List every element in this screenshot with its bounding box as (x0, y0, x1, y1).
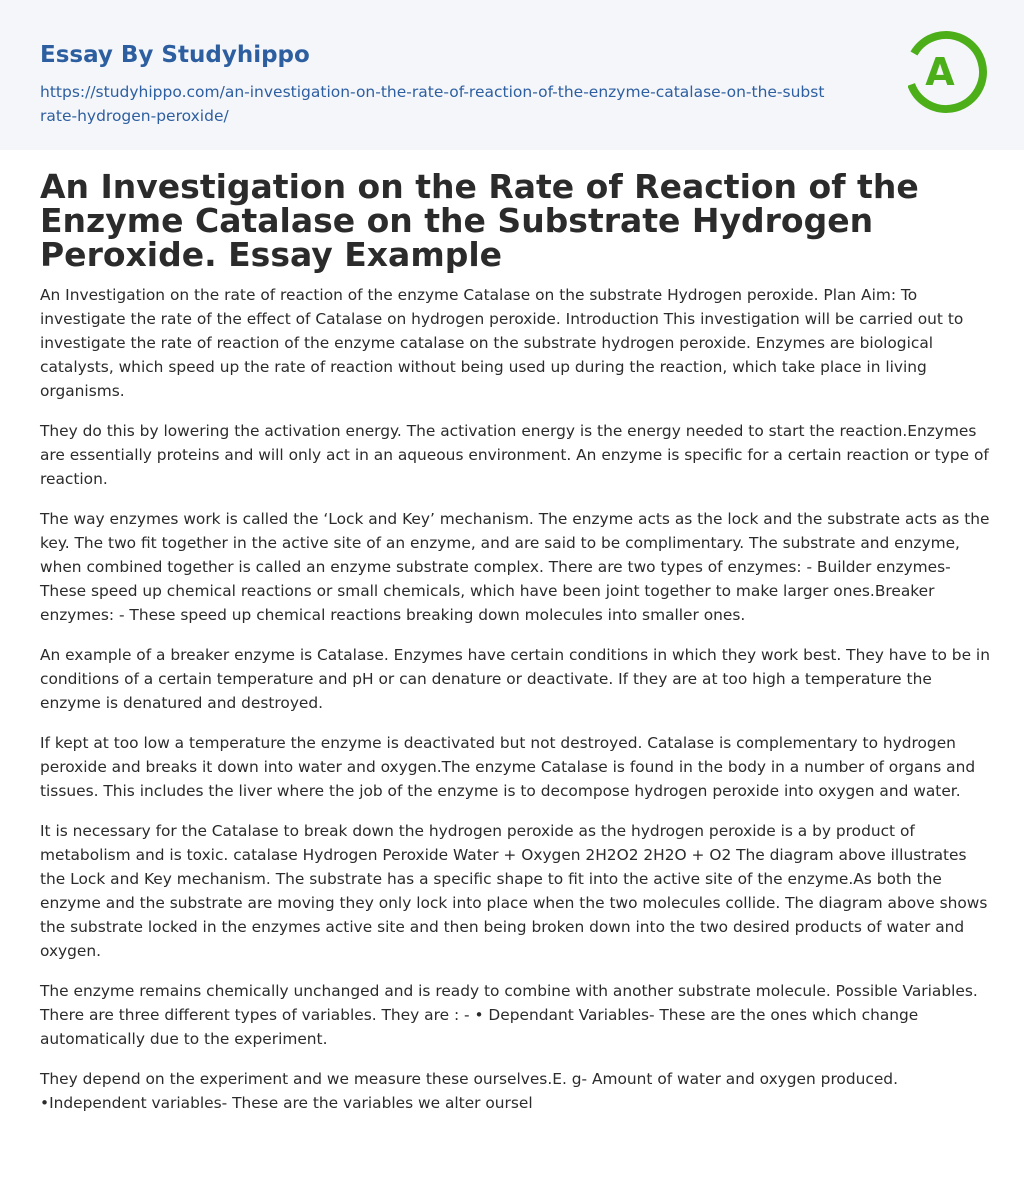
page-header (0, 0, 1024, 150)
studyhippo-logo[interactable] (908, 26, 992, 118)
paragraph: They do this by lowering the activation energy. The activation energy is the energy needed to start the reaction.Enzymes are essentially proteins and will only act in an aqueous environment. An enzyme is specific for a certain reaction or type of reaction. (40, 422, 989, 488)
paragraph: They depend on the experiment and we measure these ourselves.E. g- Amount of water and oxygen produced. •Independent variables- These are the variables we alter oursel (40, 1070, 898, 1112)
paragraph: An example of a breaker enzyme is Catalase. Enzymes have certain conditions in which they work best. They have to be in conditions of a certain temperature and pH or can denature or deactivate. If they are at too high a temperature the enzyme is denatured and destroyed. (40, 646, 990, 712)
essay-body (40, 283, 990, 1131)
logo-letter: A (925, 50, 955, 94)
page-title: An Investigation on the Rate of Reaction of the Enzyme Catalase on the Substrate Hydrogen Peroxide. Essay Example (40, 167, 919, 274)
paragraph: The enzyme remains chemically unchanged and is ready to combine with another substrate molecule. Possible Variables. There are three different types of variables. They are : - • Dependant Variables- These are the ones which change automatically due to the experiment. (40, 982, 978, 1048)
paragraph: It is necessary for the Catalase to break down the hydrogen peroxide as the hydrogen peroxide is a by product of metabolism and is toxic. catalase Hydrogen Peroxide Water + Oxygen 2H2O2 2H2O + O2 The diagram above illustrates the Lock and Key mechanism. The substrate has a specific shape to fit into the active site of the enzyme.As both the enzyme and the substrate are moving they only lock into place when the two molecules collide. The diagram above shows the substrate locked in the enzymes active site and then being broken down into the two desired products of water and oxygen. (40, 822, 988, 960)
paragraph: An Investigation on the rate of reaction of the enzyme Catalase on the substrate Hydrogen peroxide. Plan Aim: To investigate the rate of the effect of Catalase on hydrogen peroxide. Introduction This investigation will be carried out to investigate the rate of reaction of the enzyme catalase on the substrate hydrogen peroxide. Enzymes are biological catalysts, which speed up the rate of reaction without being used up during the reaction, which take place in living organisms. (40, 286, 964, 400)
site-title[interactable]: Essay By Studyhippo (40, 42, 310, 68)
paragraph: If kept at too low a temperature the enzyme is deactivated but not destroyed. Catalase is complementary to hydrogen peroxide and breaks it down into water and oxygen.The enzyme Catalase is found in the body in a number of organs and tissues. This includes the liver where the job of the enzyme is to decompose hydrogen peroxide into oxygen and water. (40, 734, 976, 800)
source-url-link[interactable]: https://studyhippo.com/an-investigation-on-the-rate-of-reaction-of-the-enzyme-catalase-on-the-substrate-hydrogen-peroxide/ (40, 83, 825, 125)
paragraph: The way enzymes work is called the ‘Lock and Key’ mechanism. The enzyme acts as the lock and the substrate acts as the key. The two fit together in the active site of an enzyme, and are said to be complimentary. The substrate and enzyme, when combined together is called an enzyme substrate complex. There are two types of enzymes: - Builder enzymes- These speed up chemical reactions or small chemicals, which have been joint together to make larger ones.Breaker enzymes: - These speed up chemical reactions breaking down molecules into smaller ones. (40, 510, 990, 624)
